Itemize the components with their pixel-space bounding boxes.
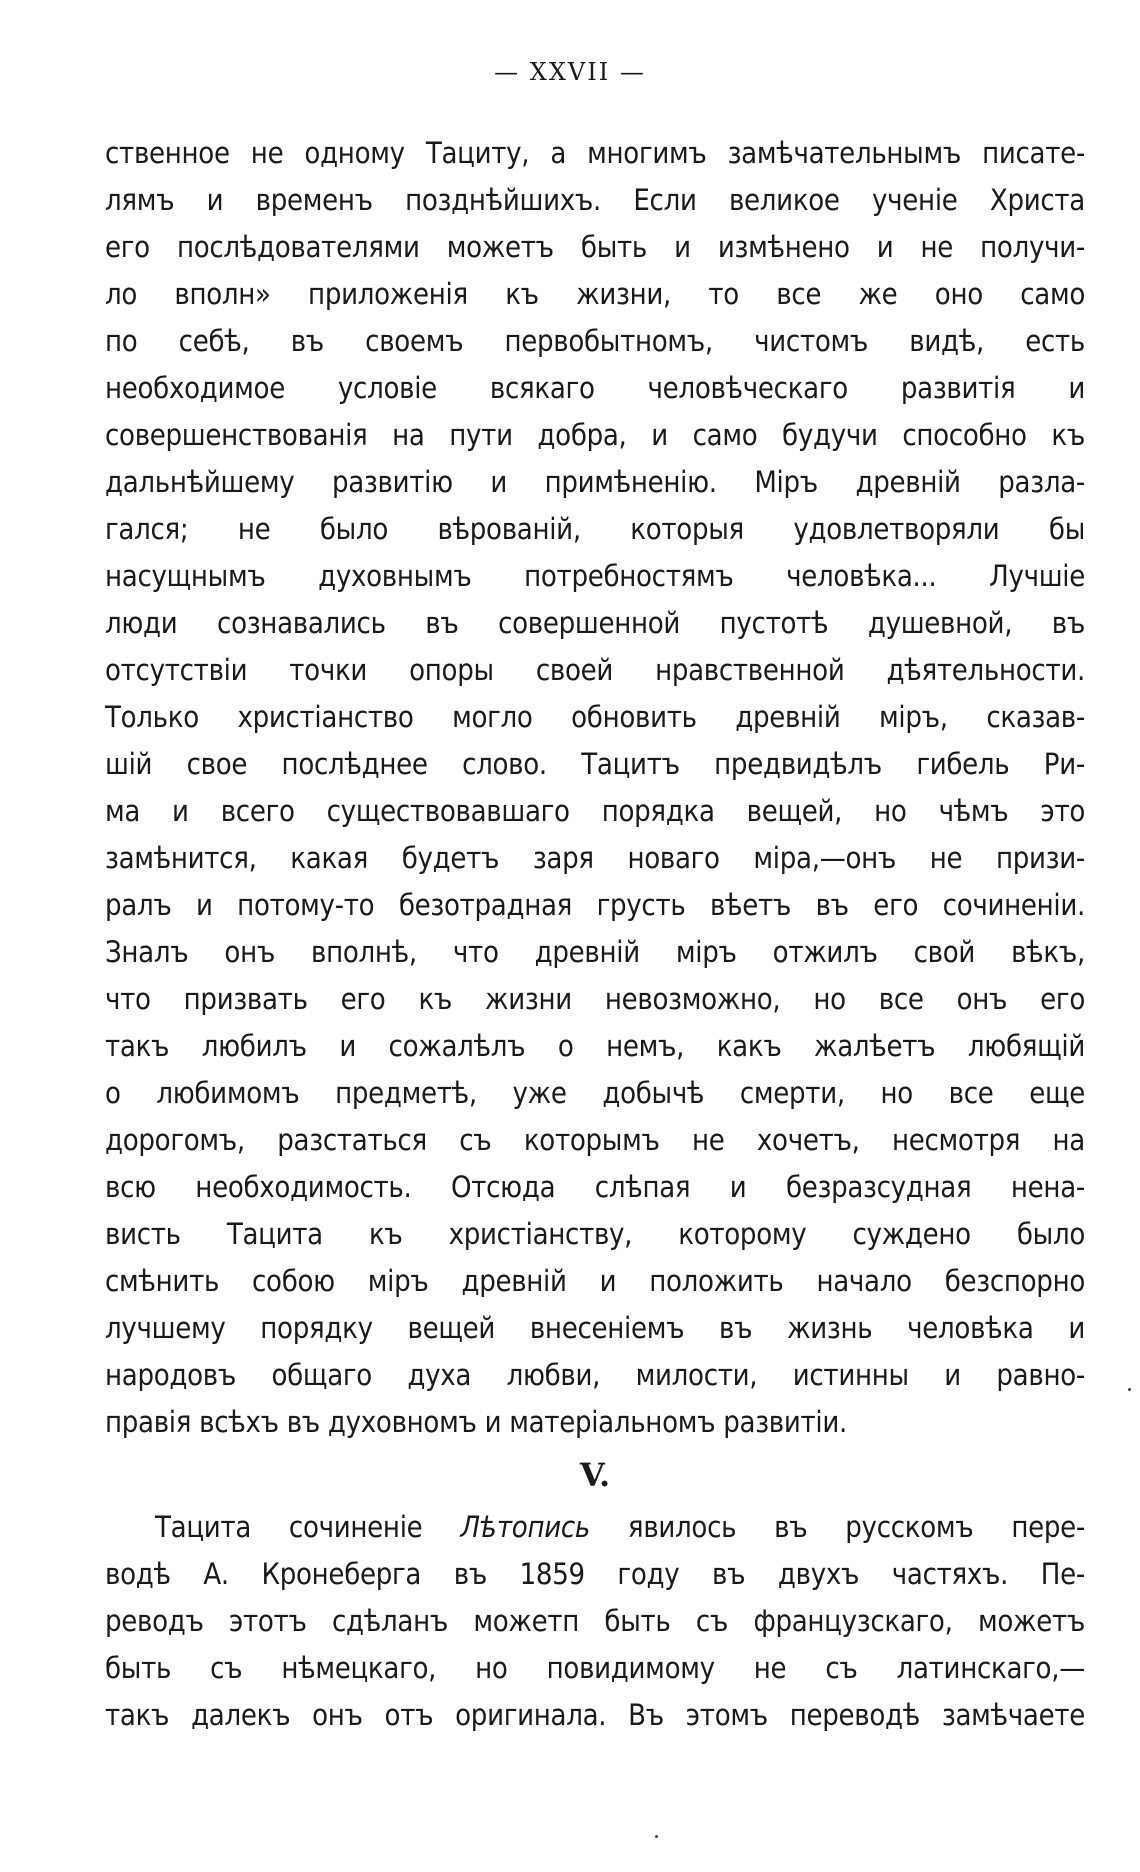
section-heading: V. — [579, 1456, 611, 1494]
paragraph-1 — [105, 130, 1085, 1446]
page-number-header: — XXVII — — [494, 58, 646, 86]
text-line: насущнымъ духовнымъ потребностямъ человѣка... Лучшіе — [105, 559, 1085, 593]
text-line: ма и всего существовавшаго порядка вещей, но чѣмъ это — [105, 794, 1085, 828]
text-line: его послѣдователями можетъ быть и измѣнено и не получи- — [105, 230, 1085, 264]
text-line: дорогомъ, разстаться съ которымъ не хочетъ, несмотря на — [105, 1123, 1085, 1157]
text-line: висть Тацита къ христіанству, которому суждено было — [105, 1217, 1085, 1251]
book-title: Лѣтопись — [460, 1510, 590, 1544]
text-line: смѣнить собою міръ древній и положить начало безспорно — [105, 1264, 1085, 1298]
text-line: необходимое условіе всякаго человѣческаго развитія и — [105, 371, 1085, 405]
text-line: такъ любилъ и сожалѣлъ о немъ, какъ жалѣетъ любящій — [105, 1029, 1085, 1063]
text-line: правія всѣхъ въ духовномъ и матеріальномъ развитіи. — [105, 1405, 847, 1439]
body-text — [105, 130, 1085, 1739]
text-line: лямъ и временъ позднѣйшихъ. Если великое ученіе Христа — [105, 183, 1085, 217]
text-line: по себѣ, въ своемъ первобытномъ, чистомъ видѣ, есть — [105, 324, 1085, 358]
text-line: реводъ этотъ сдѣланъ можетп быть съ французскаго, можетъ — [105, 1604, 1085, 1638]
text-line: ственное не одному Тациту, а многимъ замѣчательнымъ писате- — [105, 136, 1085, 170]
text-line: о любимомъ предметѣ, уже добычѣ смерти, но все еще — [105, 1076, 1085, 1110]
text-line: лучшему порядку вещей внесеніемъ въ жизнь человѣка и — [105, 1311, 1085, 1345]
text-line: шій свое послѣднее слово. Тацитъ предвидѣлъ гибель Ри- — [105, 747, 1085, 781]
text-line: такъ далекъ онъ отъ оригинала. Въ этомъ переводѣ замѣчаете — [105, 1698, 1085, 1732]
text-line — [105, 1504, 1085, 1551]
text-line: Только христіанство могло обновить древній міръ, сказав- — [105, 700, 1085, 734]
print-speck — [655, 1835, 658, 1838]
text-line: ло вполн» приложенія къ жизни, то все же оно само — [105, 277, 1085, 311]
text-run: Тацита сочиненіе — [155, 1510, 461, 1544]
text-line: всю необходимость. Отсюда слѣпая и безразсудная нена- — [105, 1170, 1085, 1204]
text-line: люди сознавались въ совершенной пустотѣ душевной, въ — [105, 606, 1085, 640]
text-line: гался; не было вѣрованій, которыя удовлетворяли бы — [105, 512, 1085, 546]
text-line: дальнѣйшему развитію и примѣненію. Міръ древній разла- — [105, 465, 1085, 499]
text-line: ралъ и потому-то безотрадная грусть вѣетъ въ его сочиненіи. — [105, 888, 1085, 922]
text-line: отсутствіи точки опоры своей нравственной дѣятельности. — [105, 653, 1085, 687]
text-line: замѣнится, какая будетъ заря новаго міра,—онъ не призи- — [105, 841, 1085, 875]
text-line: Зналъ онъ вполнѣ, что древній міръ отжилъ свой вѣкъ, — [105, 935, 1085, 969]
text-run: явилось въ русскомъ пере- — [590, 1510, 1086, 1544]
paragraph-2 — [105, 1504, 1085, 1739]
print-speck — [1128, 1388, 1131, 1391]
text-line: быть съ нѣмецкаго, но повидимому не съ латинскаго,— — [105, 1651, 1085, 1685]
text-line: водѣ А. Кронеберга въ 1859 году въ двухъ частяхъ. Пе- — [105, 1557, 1085, 1591]
text-line: что призвать его къ жизни невозможно, но все онъ его — [105, 982, 1085, 1016]
text-line: совершенствованія на пути добра, и само будучи способно къ — [105, 418, 1085, 452]
text-line: народовъ общаго духа любви, милости, истинны и равно- — [105, 1358, 1085, 1392]
